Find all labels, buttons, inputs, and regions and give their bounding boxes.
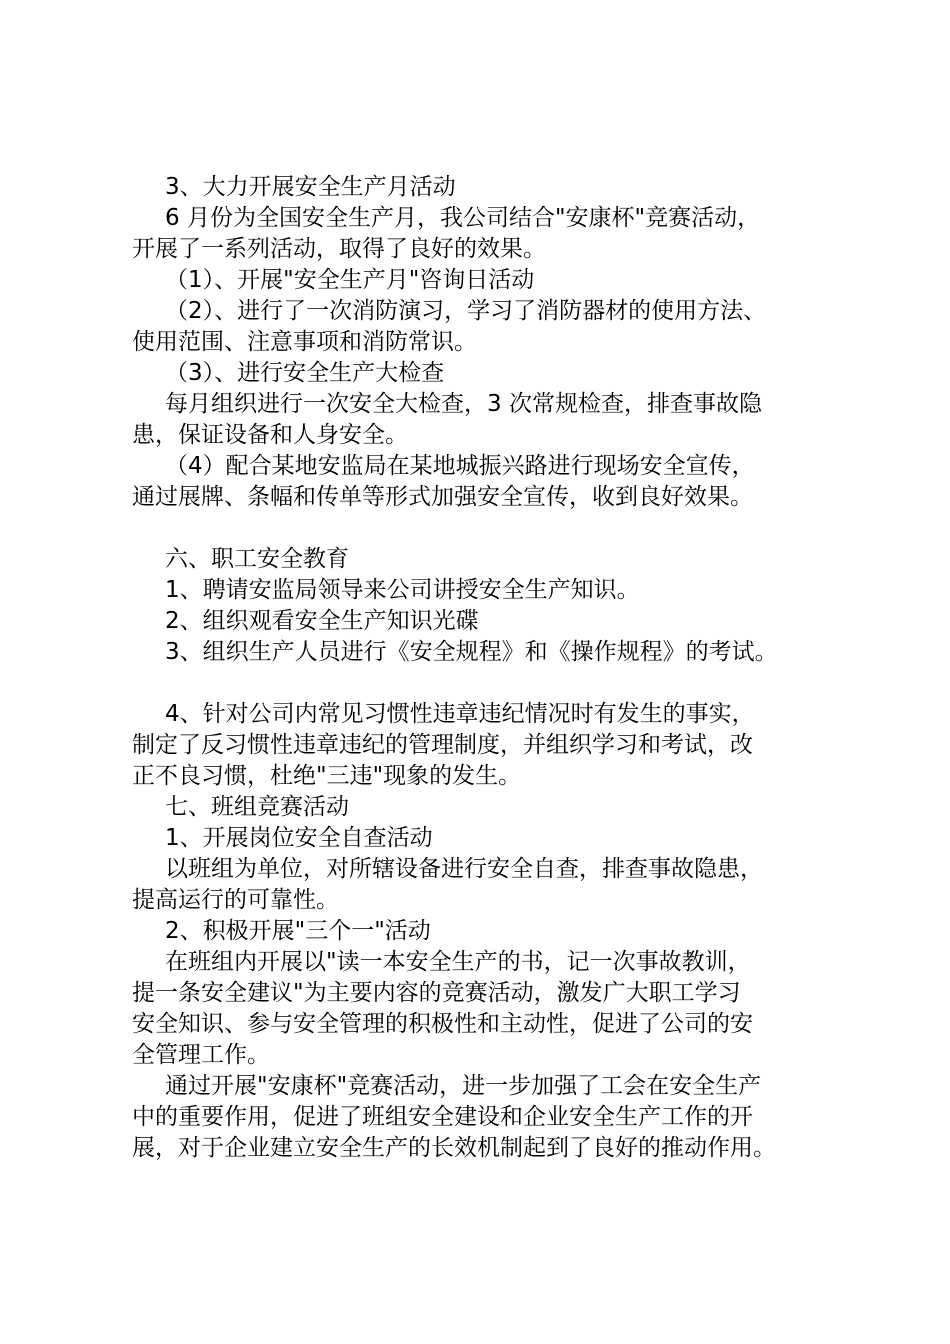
paragraph-line: 安全知识、参与安全管理的积极性和主动性，促进了公司的安: [132, 1011, 753, 1037]
list-item: 2、组织观看安全生产知识光碟: [165, 608, 479, 634]
list-item: 2、积极开展"三个一"活动: [165, 918, 431, 944]
paragraph-line: 制定了反习惯性违章违纪的管理制度，并组织学习和考试，改: [132, 732, 753, 758]
blank-line: [132, 513, 832, 544]
paragraph-line: 通过展牌、条幅和传单等形式加强安全宣传，收到良好效果。: [132, 484, 753, 510]
paragraph-line: 中的重要作用，促进了班组安全建设和企业安全生产工作的开: [132, 1104, 753, 1130]
list-item: （3）、进行安全生产大检查: [165, 360, 445, 386]
list-item: 1、开展岗位安全自查活动: [165, 825, 433, 851]
heading-safety-month: 3、大力开展安全生产月活动: [165, 174, 456, 200]
paragraph-line: 提高运行的可靠性。: [132, 887, 339, 913]
paragraph-line: 在班组内开展以"读一本安全生产的书，记一次事故教训，: [165, 949, 751, 975]
paragraph-line: 每月组织进行一次安全大检查，3 次常规检查，排查事故隐: [165, 391, 762, 417]
paragraph-line: 通过开展"安康杯"竞赛活动，进一步加强了工会在安全生产: [165, 1073, 762, 1099]
list-item: （1）、开展"安全生产月"咨询日活动: [165, 267, 535, 293]
list-item: 1、聘请安监局领导来公司讲授安全生产知识。: [165, 577, 640, 603]
heading-staff-education: 六、职工安全教育: [165, 546, 349, 572]
paragraph-line: 全管理工作。: [132, 1042, 270, 1068]
paragraph-line: 6 月份为全国安全生产月，我公司结合"安康杯"竞赛活动，: [165, 205, 761, 231]
heading-team-competition: 七、班组竞赛活动: [165, 794, 349, 820]
document-body: [132, 172, 832, 1164]
list-item: （4）配合某地安监局在某地城振兴路进行现场安全宣传，: [165, 453, 755, 479]
blank-line: [132, 668, 832, 699]
list-item: 3、组织生产人员进行《安全规程》和《操作规程》的考试。: [165, 639, 778, 665]
paragraph-line: 患，保证设备和人身安全。: [132, 422, 408, 448]
paragraph-line: 使用范围、注意事项和消防常识。: [132, 329, 477, 355]
list-item: （2）、进行了一次消防演习，学习了消防器材的使用方法、: [165, 298, 767, 324]
list-item: 4、针对公司内常见习惯性违章违纪情况时有发生的事实，: [165, 701, 755, 727]
paragraph-line: 开展了一系列活动，取得了良好的效果。: [132, 236, 546, 262]
paragraph-line: 以班组为单位，对所辖设备进行安全自查，排查事故隐患，: [165, 856, 763, 882]
paragraph-line: 提一条安全建议"为主要内容的竞赛活动，激发广大职工学习: [132, 980, 741, 1006]
paragraph-line: 展，对于企业建立安全生产的长效机制起到了良好的推动作用。: [132, 1135, 776, 1161]
paragraph-line: 正不良习惯，杜绝"三违"现象的发生。: [132, 763, 522, 789]
